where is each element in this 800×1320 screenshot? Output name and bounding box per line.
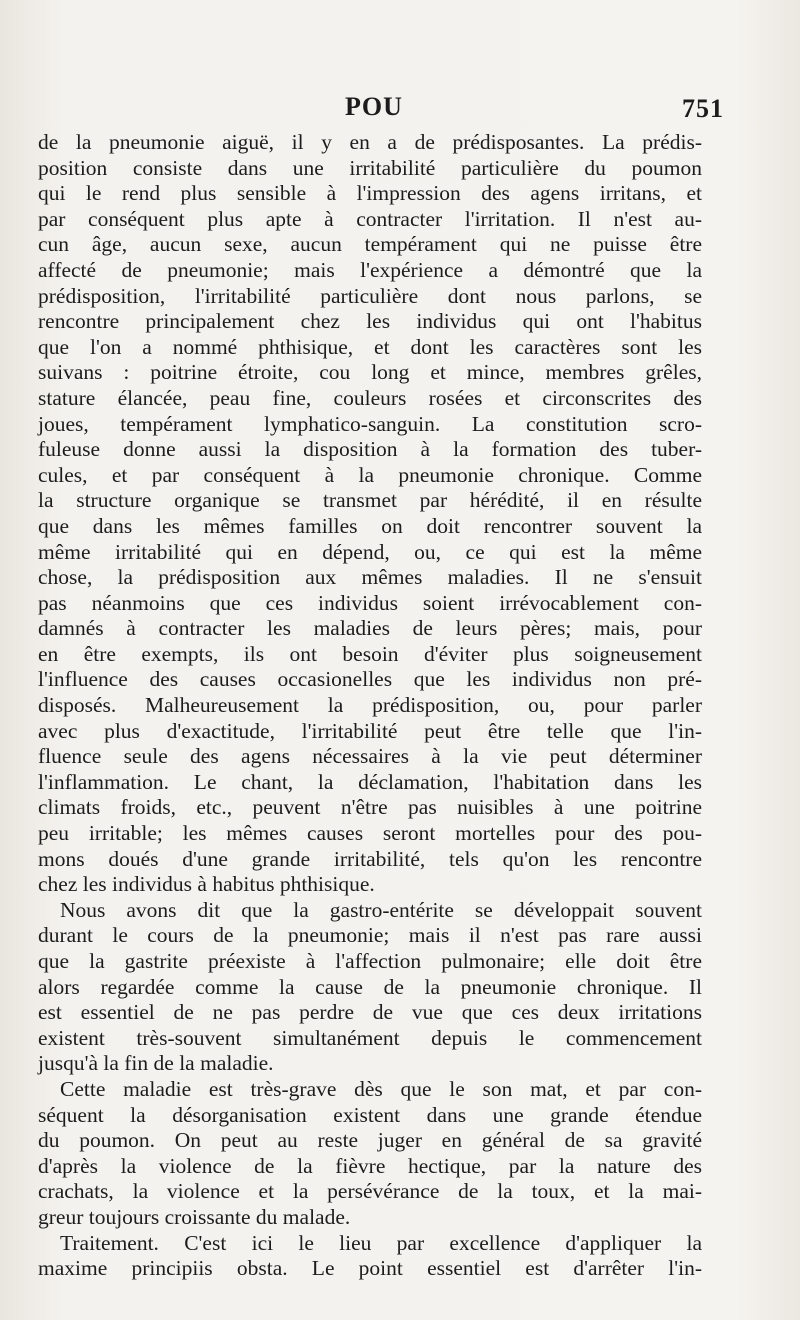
text-line: Nous avons dit que la gastro-entérite se développait souvent (60, 897, 702, 922)
text-line: damnés à contracter les maladies de leurs pères; mais, pour (38, 616, 702, 641)
text-line: en être exempts, ils ont besoin d'éviter plus soigneusement (38, 641, 702, 666)
text-line: pas néanmoins que ces individus soient irrévocablement con- (38, 590, 702, 615)
text-line: fluence seule des agens nécessaires à la vie peut déterminer (38, 744, 702, 769)
text-line: même irritabilité qui en dépend, ou, ce qui est la même (38, 539, 702, 564)
text-line: affecté de pneumonie; mais l'expérience a démontré que la (38, 257, 702, 282)
page-header (40, 92, 724, 132)
page-number: 751 (682, 94, 724, 123)
body-text (38, 130, 702, 1282)
text-line: prédisposition, l'irritabilité particulière dont nous parlons, se (38, 283, 702, 308)
text-line: crachats, la violence et la persévérance de la toux, et la mai- (38, 1179, 702, 1204)
text-line: greur toujours croissante du malade. (38, 1204, 351, 1229)
text-line: Traitement. C'est ici le lieu par excellence d'appliquer la (60, 1230, 702, 1255)
text-line: que l'on a nommé phthisique, et dont les caractères sont les (38, 334, 702, 359)
text-line: climats froids, etc., peuvent n'être pas nuisibles à une poitrine (38, 795, 702, 820)
text-line: la structure organique se transmet par hérédité, il en résulte (38, 488, 702, 513)
text-line: d'après la violence de la fièvre hectique, par la nature des (38, 1153, 702, 1178)
text-line: chez les individus à habitus phthisique. (38, 872, 375, 897)
text-line: fuleuse donne aussi la disposition à la formation des tuber- (38, 437, 702, 462)
text-line: disposés. Malheureusement la prédisposition, ou, pour parler (38, 693, 702, 718)
text-line: peu irritable; les mêmes causes seront mortelles pour des pou- (38, 821, 702, 846)
text-line: alors regardée comme la cause de la pneumonie chronique. Il (38, 974, 702, 999)
text-line: rencontre principalement chez les individus qui ont l'habitus (38, 309, 702, 334)
text-line: est essentiel de ne pas perdre de vue que ces deux irritations (38, 1000, 702, 1025)
text-line: l'influence des causes occasionelles que les individus non pré- (38, 667, 702, 692)
text-line: par conséquent plus apte à contracter l'irritation. Il n'est au- (38, 206, 702, 231)
text-line: position consiste dans une irritabilité particulière du poumon (38, 155, 702, 180)
text-line: séquent la désorganisation existent dans une grande étendue (38, 1102, 702, 1127)
text-line: du poumon. On peut au reste juger en général de sa gravité (38, 1128, 702, 1153)
text-line: chose, la prédisposition aux mêmes maladies. Il ne s'ensuit (38, 565, 702, 590)
text-line: qui le rend plus sensible à l'impression des agens irritans, et (38, 181, 702, 206)
text-line: maxime principiis obsta. Le point essentiel est d'arrêter l'in- (38, 1256, 702, 1281)
text-line: existent très-souvent simultanément depuis le commencement (38, 1025, 702, 1050)
text-line: que dans les mêmes familles on doit rencontrer souvent la (38, 513, 702, 538)
text-line: cules, et par conséquent à la pneumonie chronique. Comme (38, 462, 702, 487)
text-line: avec plus d'exactitude, l'irritabilité peut être telle que l'in- (38, 718, 702, 743)
running-head: POU (345, 92, 403, 121)
text-line: mons doués d'une grande irritabilité, tels qu'on les rencontre (38, 846, 702, 871)
text-line: jusqu'à la fin de la maladie. (38, 1051, 274, 1076)
text-line: Cette maladie est très-grave dès que le son mat, et par con- (60, 1076, 702, 1101)
text-line: joues, tempérament lymphatico-sanguin. La constitution scro- (38, 411, 702, 436)
text-line: que la gastrite préexiste à l'affection pulmonaire; elle doit être (38, 949, 702, 973)
text-line: de la pneumonie aiguë, il y en a de prédisposantes. La prédis- (38, 130, 702, 154)
text-line: cun âge, aucun sexe, aucun tempérament qui ne puisse être (38, 232, 702, 257)
text-line: durant le cours de la pneumonie; mais il n'est pas rare aussi (38, 923, 702, 948)
text-line: suivans : poitrine étroite, cou long et mince, membres grêles, (38, 360, 702, 385)
text-line: l'inflammation. Le chant, la déclamation, l'habitation dans les (38, 769, 702, 794)
text-line: stature élancée, peau fine, couleurs rosées et circonscrites des (38, 385, 702, 410)
